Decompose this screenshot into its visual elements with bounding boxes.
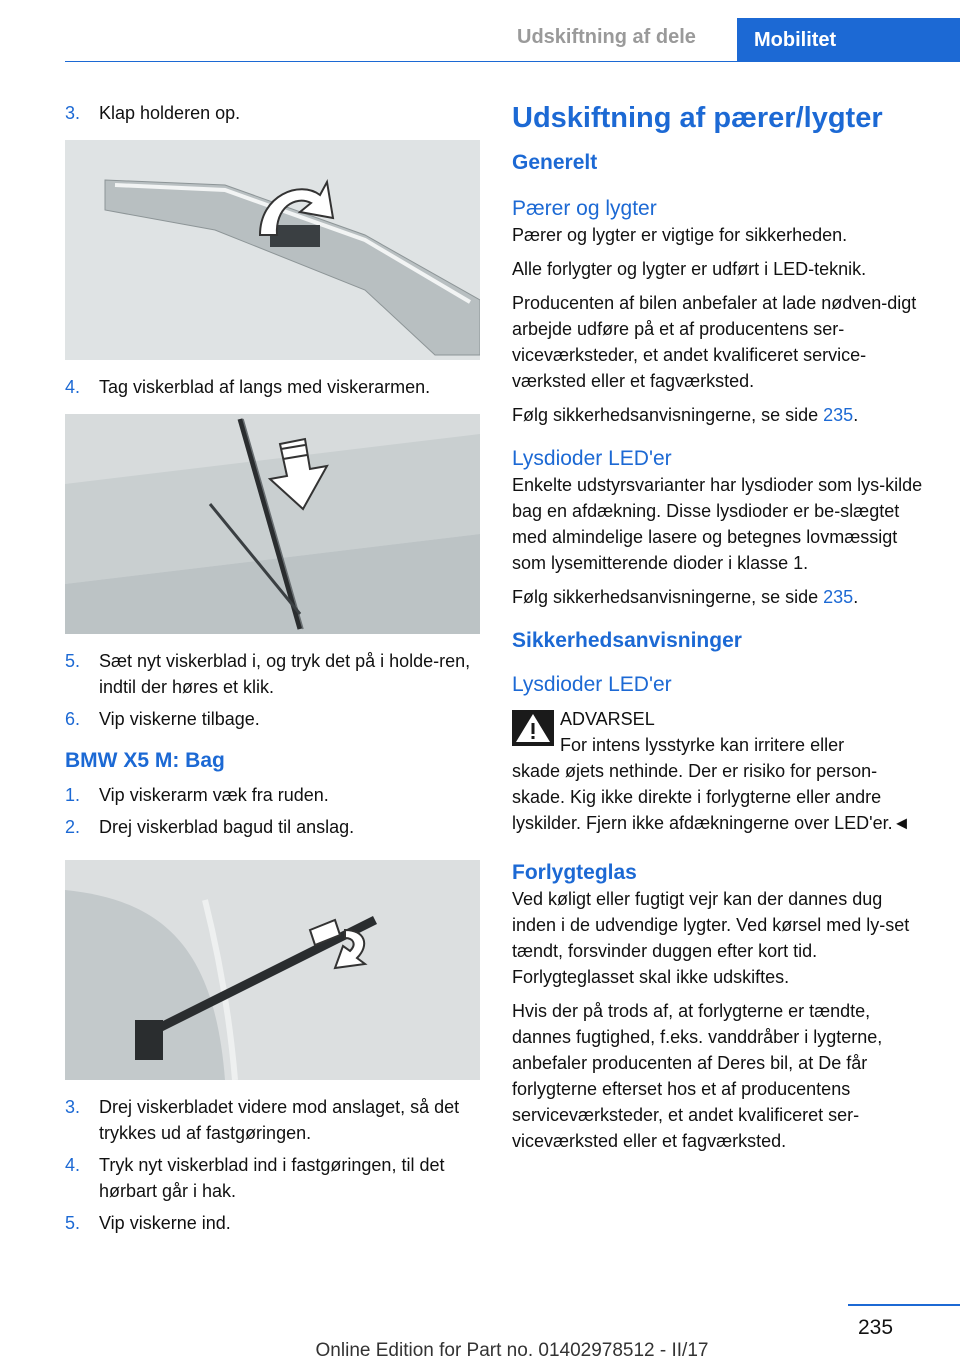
header-section-title: Udskiftning af dele xyxy=(517,26,696,48)
warning-title: ADVARSEL xyxy=(560,709,655,729)
heading-paerer: Pærer og lygter xyxy=(512,197,657,220)
step-number: 5. xyxy=(65,651,81,671)
figure-rear-wiper xyxy=(65,860,480,1080)
list-item xyxy=(65,1094,480,1146)
step-number: 1. xyxy=(65,785,81,805)
page-number: 235 xyxy=(858,1316,894,1339)
step-number: 3. xyxy=(65,1097,81,1117)
paragraph-ref xyxy=(512,584,926,610)
list-item xyxy=(65,374,480,400)
steps-list-e xyxy=(65,1094,480,1236)
step-text: Tryk nyt viskerblad ind i fastgøringen, til det hørbart går i hak. xyxy=(99,1155,445,1201)
page-header xyxy=(0,0,960,62)
figure-wiper-holder xyxy=(65,140,480,360)
page-ref-link[interactable]: 235 xyxy=(823,587,854,607)
page-ref-link[interactable]: 235 xyxy=(823,405,854,425)
step-number: 6. xyxy=(65,709,81,729)
left-column xyxy=(65,100,480,1242)
paragraph: Pærer og lygter er vigtige for sikkerheden. xyxy=(512,225,848,245)
list-item xyxy=(65,706,480,732)
warning-triangle-icon xyxy=(512,710,554,746)
figure-wiper-blade-removal xyxy=(65,414,480,634)
ref-suffix: . xyxy=(853,587,859,607)
list-item xyxy=(65,1152,480,1204)
right-column xyxy=(512,100,926,1162)
steps-list-a xyxy=(65,100,480,126)
list-item xyxy=(65,782,480,808)
heading-led: Lysdioder LED'er xyxy=(512,447,672,470)
page-title: Udskiftning af pærer/lygter xyxy=(512,102,883,134)
paragraph: Alle forlygter og lygter er udført i LED-teknik. xyxy=(512,259,867,279)
list-item xyxy=(65,814,480,840)
paragraph: Producenten af bilen anbefaler at lade nødven‐digt arbejde udføre på et af producentens ser‐viceværksteder, et andet kvalificeret service‐værksted eller et fagværksted. xyxy=(512,293,917,391)
warning-first-line: For intens lysstyrke kan irritere eller xyxy=(560,735,845,755)
warning-block xyxy=(512,706,926,758)
heading-safety: Sikkerhedsanvisninger xyxy=(512,629,742,652)
ref-text: Følg sikkerhedsanvisningerne, se side xyxy=(512,405,824,425)
paragraph-ref xyxy=(512,402,926,428)
step-number: 2. xyxy=(65,817,81,837)
edition-text: Online Edition for Part no. 01402978512 - II/17 xyxy=(315,1340,709,1361)
ref-suffix: . xyxy=(853,405,859,425)
list-item xyxy=(65,648,480,700)
paragraph: Hvis der på trods af, at forlygterne er tændte, dannes fugtighed, f.eks. vanddråber i lygterne, anbefaler producenten af Deres bil, at De får forlygterne efterset hos et af producentens serviceværksteder, et andet kvalificeret ser‐viceværksted eller et fagværksted. xyxy=(512,1001,883,1151)
header-chapter-tab: Mobilitet xyxy=(737,18,960,62)
step-text: Vip viskerarm væk fra ruden. xyxy=(99,785,329,805)
paragraph: Ved køligt eller fugtigt vejr kan der dannes dug inden i de udvendige lygter. Ved kørsel med ly‐set tændt, forsvinder duggen efter kort tid. Forlygteglasset skal ikke udskiftes. xyxy=(512,889,910,987)
header-rule xyxy=(65,61,737,62)
step-text: Tag viskerblad af langs med viskerarmen. xyxy=(99,377,431,397)
step-number: 4. xyxy=(65,1155,81,1175)
wiper-holder-illustration xyxy=(65,140,480,360)
ref-text: Følg sikkerhedsanvisningerne, se side xyxy=(512,587,824,607)
warning-text: skade øjets nethinde. Der er risiko for person‐skade. Kig ikke direkte i forlygterne eller andre lyskilder. Fjern ikke afdækningerne over LED'er.◄ xyxy=(512,761,911,833)
step-number: 4. xyxy=(65,377,81,397)
footer-edition xyxy=(0,1340,960,1362)
heading-led-safety: Lysdioder LED'er xyxy=(512,673,672,696)
steps-list-b xyxy=(65,374,480,400)
step-number: 3. xyxy=(65,103,81,123)
step-text: Klap holderen op. xyxy=(99,103,241,123)
step-text: Drej viskerbladet videre mod anslaget, så det trykkes ud af fastgøringen. xyxy=(99,1097,460,1143)
step-number: 5. xyxy=(65,1213,81,1233)
step-text: Vip viskerne ind. xyxy=(99,1213,231,1233)
rear-wiper-illustration xyxy=(65,860,480,1080)
step-text: Sæt nyt viskerblad i, og tryk det på i holde‐ren, indtil der høres et klik. xyxy=(99,651,471,697)
windshield-illustration xyxy=(65,414,480,634)
section-heading-rear: BMW X5 M: Bag xyxy=(65,749,225,772)
paragraph: Enkelte udstyrsvarianter har lysdioder som lys‐kilde bag en afdækning. Disse lysdioder er be‐slægtet med almindelige lasere og betegnes lovmæssigt som lysemitterende dioder i klasse 1. xyxy=(512,475,923,573)
heading-generelt: Generelt xyxy=(512,151,598,174)
steps-list-d xyxy=(65,782,480,840)
step-text: Vip viskerne tilbage. xyxy=(99,709,260,729)
heading-headlight-glass: Forlygteglas xyxy=(512,861,637,884)
steps-list-c xyxy=(65,648,480,732)
footer-rule xyxy=(848,1304,960,1306)
list-item xyxy=(65,1210,480,1236)
list-item xyxy=(65,100,480,126)
step-text: Drej viskerblad bagud til anslag. xyxy=(99,817,355,837)
